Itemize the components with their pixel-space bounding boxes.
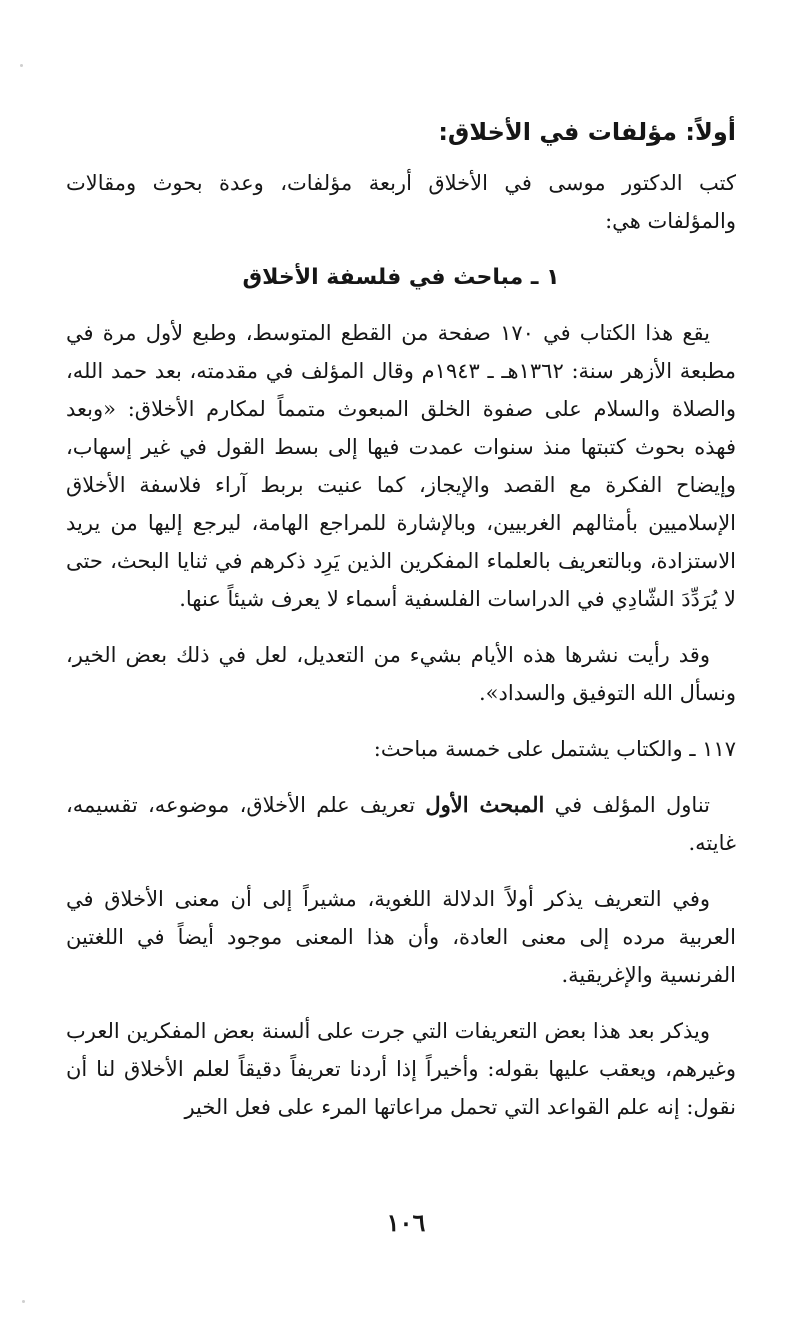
section-heading: أولاً: مؤلفات في الأخلاق: [438, 118, 736, 146]
scan-speck [22, 1300, 25, 1303]
paragraph-book-description: يقع هذا الكتاب في ١٧٠ صفحة من القطع المتوسط، وطبع لأول مرة في مطبعة الأزهر سنة: ١٣٦٢هـ ـ ١٩٤٣م وقال المؤلف في مقدمته، بعد حمد الله، والصلاة والسلام على صفوة الخلق المبعوث متمماً لمكارم الأخلاق: «وبعد فهذه بحوث كتبتها منذ سنوات عمدت فيها إلى بسط القول في غير إسهاب، وإيضاح الفكرة مع القصد والإيجاز، كما عنيت بربط آراء فلاسفة الأخلاق الإسلاميين بأمثالهم الغربيين، وبالإشارة للمراجع الهامة، ليرجع إليها من يريد الاستزادة، وبالتعريف بالعلماء المفكرين الذين يَرِد ذكرهم في ثنايا البحث، حتى لا يُرَدِّدَ الشّادِي في الدراسات الفلسفية أسماء لا يعرف شيئاً عنها. [66, 321, 736, 611]
subsection-title: ١ ـ مباحث في فلسفة الأخلاق [242, 265, 560, 290]
paragraph-definition: وفي التعريف يذكر أولاً الدلالة اللغوية، مشيراً إلى أن معنى الأخلاق في العربية مرده إلى معنى العادة، وأن هذا المعنى موجود أيضاً في اللغتين الفرنسية والإغريقية. [66, 887, 736, 987]
paragraph-first-chapter [66, 786, 736, 862]
text-segment: تناول المؤلف في [554, 793, 710, 817]
page-number: ١٠٦ [386, 1208, 426, 1237]
text-segment: تعريف علم الأخلاق، موضوعه، تقسيمه، غايته. [66, 793, 736, 855]
scan-speck [20, 64, 23, 67]
intro-paragraph: كتب الدكتور موسى في الأخلاق أربعة مؤلفات، وعدة بحوث ومقالات والمؤلفات هي: [66, 171, 736, 233]
paragraph-definitions-review: ويذكر بعد هذا بعض التعريفات التي جرت على ألسنة بعض المفكرين العرب وغيرهم، ويعقب عليها بقوله: وأخيراً إذا أردنا تعريفاً دقيقاً لعلم الأخلاق لنا أن نقول: إنه علم القواعد التي تحمل مراعاتها المرء على فعل الخير [66, 1019, 736, 1119]
paragraph-quote-end: وقد رأيت نشرها هذه الأيام بشيء من التعديل، لعل في ذلك بعض الخير، ونسأل الله التوفيق والسداد». [66, 643, 736, 705]
bold-term: المبحث الأول [425, 792, 545, 817]
page-body [66, 112, 736, 1144]
paragraph-chapters-intro: ١١٧ ـ والكتاب يشتمل على خمسة مباحث: [373, 737, 736, 761]
